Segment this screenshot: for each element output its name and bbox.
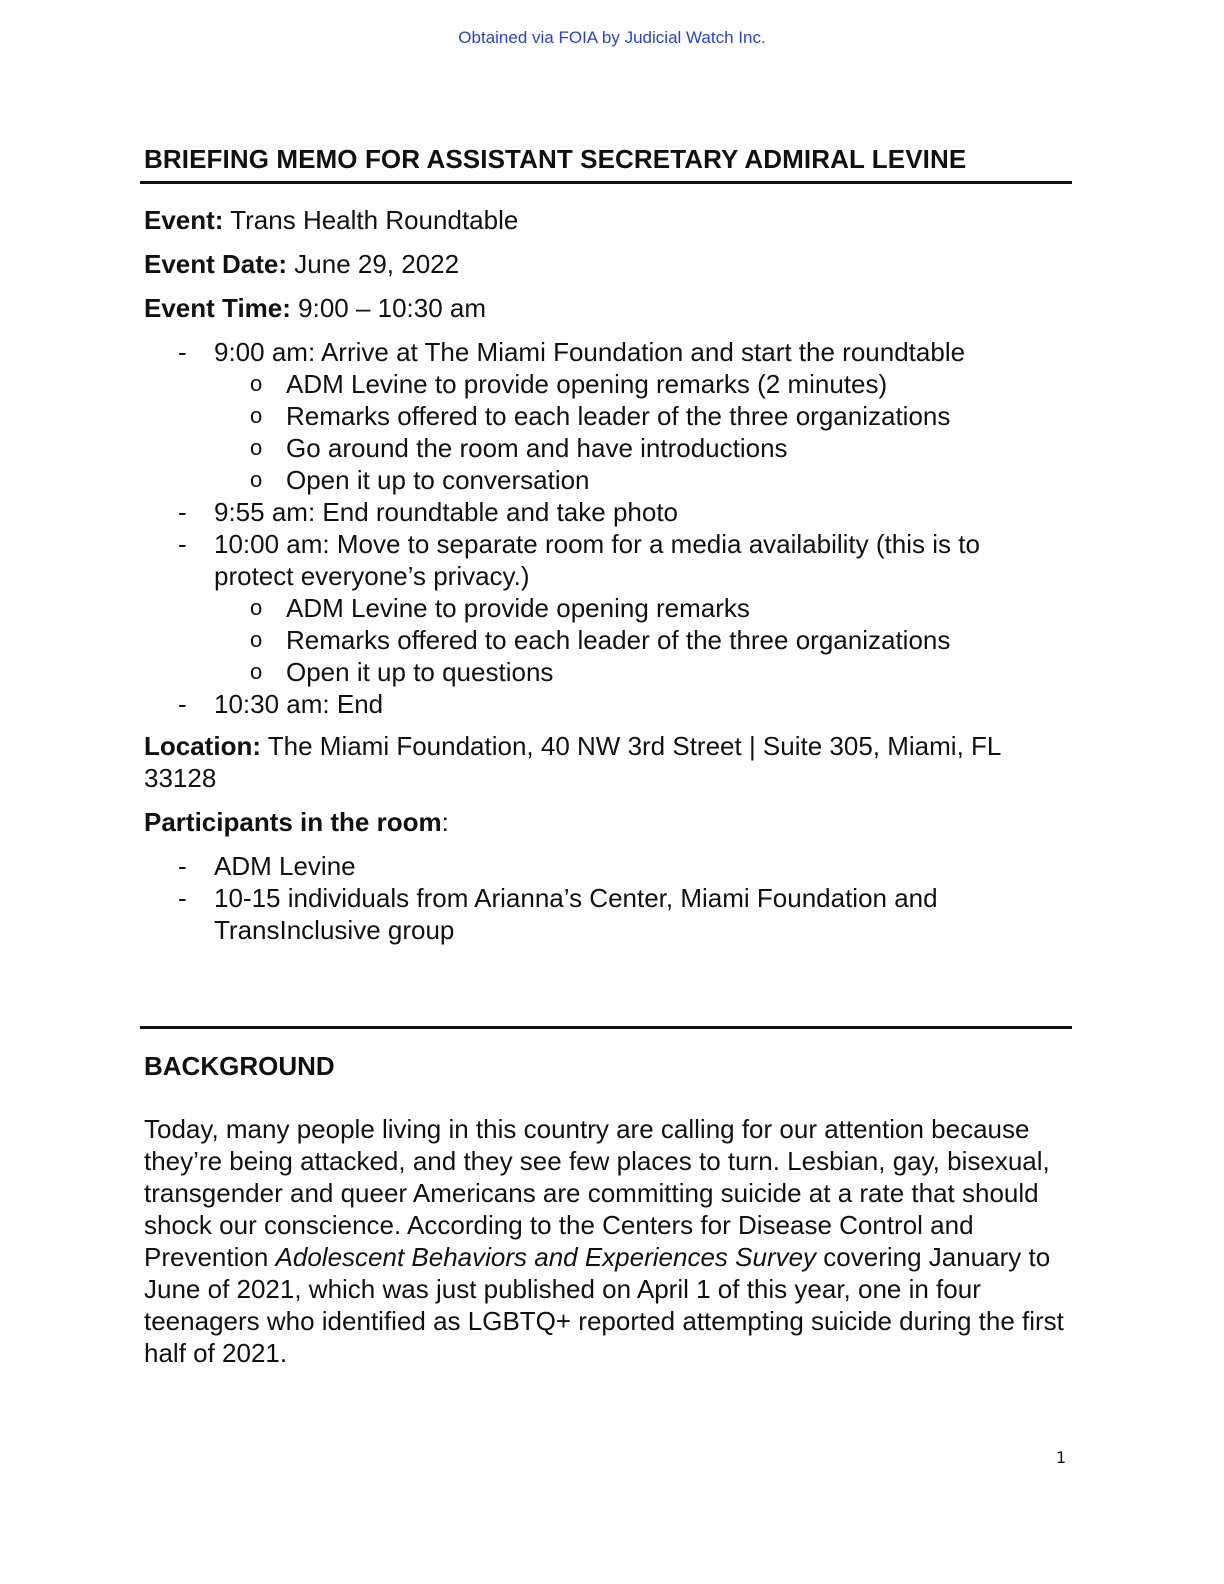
participants-label: Participants in the room [144, 807, 442, 837]
dash-bullet: - [178, 529, 187, 559]
schedule-subitem-text: Remarks offered to each leader of the three organizations [286, 625, 951, 655]
participant-text: TransInclusive group [214, 915, 455, 945]
dash-bullet: - [178, 851, 187, 881]
schedule-item-text: 9:00 am: Arrive at The Miami Foundation and start the roundtable [214, 337, 966, 367]
background-paragraph [144, 1113, 1079, 1369]
schedule-subitem-text: Open it up to questions [286, 657, 554, 687]
location-label: Location: [144, 731, 261, 761]
participant-text: 10-15 individuals from Arianna’s Center, Miami Foundation and [214, 883, 938, 913]
event-date-value: June 29, 2022 [287, 249, 460, 279]
schedule-item-text: 10:00 am: Move to separate room for a media availability (this is to [214, 529, 980, 559]
schedule-item-text: protect everyone’s privacy.) [214, 561, 530, 591]
location-zip: 33128 [144, 763, 217, 793]
section-divider [140, 1026, 1072, 1029]
participants-field [144, 806, 449, 838]
location-value: The Miami Foundation, 40 NW 3rd Street | Suite 305, Miami, FL [261, 731, 1002, 761]
event-field [144, 204, 518, 236]
schedule-item-text: 9:55 am: End roundtable and take photo [214, 497, 679, 527]
page-number: 1 [1056, 1448, 1067, 1467]
circle-bullet: o [250, 371, 263, 396]
schedule-subitem-text: Open it up to conversation [286, 465, 590, 495]
participant-text: ADM Levine [214, 851, 356, 881]
schedule-subitem-text: Go around the room and have introductions [286, 433, 788, 463]
schedule-subitem-text: Remarks offered to each leader of the three organizations [286, 401, 951, 431]
background-text-part2: covering January to June of 2021, which was just published on April 1 of this year, one in four teenagers who identified as LGBTQ+ reported attempting suicide during the first half of 2021. [144, 1242, 1064, 1368]
circle-bullet: o [250, 467, 263, 492]
event-time-field [144, 292, 486, 324]
circle-bullet: o [250, 595, 263, 620]
schedule-subitem-text: ADM Levine to provide opening remarks (2 minutes) [286, 369, 888, 399]
event-time-value: 9:00 – 10:30 am [290, 293, 487, 323]
title-underline [140, 181, 1072, 184]
foia-watermark: Obtained via FOIA by Judicial Watch Inc. [458, 28, 766, 47]
dash-bullet: - [178, 497, 187, 527]
event-label: Event: [144, 205, 224, 235]
event-date-label: Event Date: [144, 249, 288, 279]
circle-bullet: o [250, 659, 263, 684]
schedule-item-text: 10:30 am: End [214, 689, 384, 719]
dash-bullet: - [178, 337, 187, 367]
background-heading: BACKGROUND [144, 1051, 335, 1081]
location-field-continuation [144, 762, 216, 794]
event-value: Trans Health Roundtable [223, 205, 519, 235]
dash-bullet: - [178, 689, 187, 719]
circle-bullet: o [250, 627, 263, 652]
schedule-subitem-text: ADM Levine to provide opening remarks [286, 593, 750, 623]
background-text-part1: Today, many people living in this country are calling for our attention because they’re being attacked, and they see few places to turn. Lesbian, gay, bisexual, transgender and queer Americans are committing suicide at a rate that should shock our conscience. According to the Centers for Disease Control and Prevention [144, 1114, 1050, 1272]
survey-title: Adolescent Behaviors and Experiences Survey [275, 1242, 817, 1272]
event-date-field [144, 248, 459, 280]
circle-bullet: o [250, 435, 263, 460]
location-field [144, 730, 1001, 762]
memo-title: BRIEFING MEMO FOR ASSISTANT SECRETARY ADMIRAL LEVINE [144, 144, 967, 174]
circle-bullet: o [250, 403, 263, 428]
participants-colon: : [441, 807, 449, 837]
event-time-label: Event Time: [144, 293, 291, 323]
dash-bullet: - [178, 883, 187, 913]
